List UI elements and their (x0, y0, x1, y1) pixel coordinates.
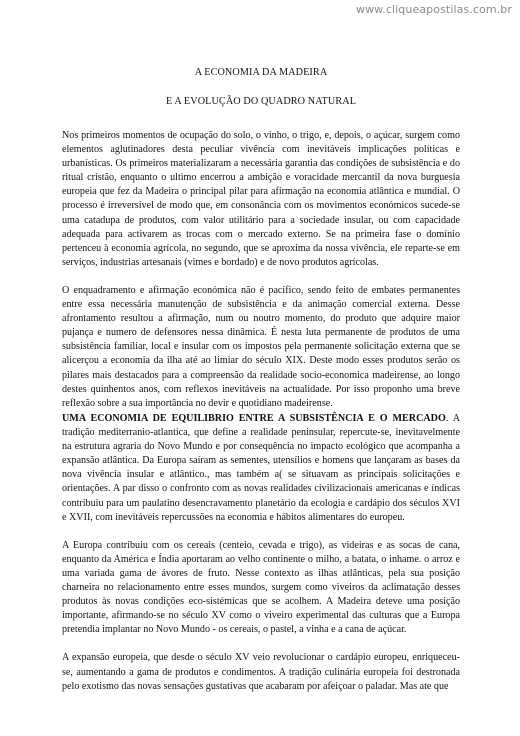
paragraph-1: Nos primeiros momentos de ocupação do solo, o vinho, o trigo, e, depois, o açúcar, surgem como elementos aglutinadores desta peculiar vivência com inevitáveis implicações políticas e urbanísticas. Os primeiros materializaram a necessária garantia das condições de subsistência e do ritual cristão, enquanto o ultimo encerrou a ambição e voracidade mercantil da nova burguesia europeia que fez da Madeira o principal pilar para afirmação na economia atlântica e mundial. O processo é irreversível de modo que, em consonância com os movimentos económicos sucede-se uma catadupa de produtos, com valor utilitário para a sociedade insular, ou com capacidade adequada para activarem as trocas com o mercado externo. Se na primeira fase o domínio pertenceu à economia agrícola, no segundo, que se aproxima da nossa vivência, ele reparte-se em serviços, industrias artesanais (vimes e bordado) e de novo produtos agrícolas. (62, 130, 460, 268)
section-intro-text: . A tradição mediterranio-atlantica, que define a realidade peninsular, repercute-se, inevitavelmente na estrutura agraria do Novo Mundo e por consequência no impacto ecológico que acompanha a expansão atlântica. Da Europa saíram as sementes, utensílios e homens que lançaram as bases da nova vivência insular e atlântico., mas também a( se situavam as principais solicitações e orientações. A par disso o confronto com as novas realidades civilizacionais americanas e índicas contribuiu para um paulatino desencravamento planetário da ecologia e cardápio dos séculos XVI e XVII, com inevitáveis repercussões na economia e hábitos alimentares do europeu. (62, 413, 461, 523)
section-heading: UMA ECONOMIA DE EQUILIBRIO ENTRE A SUBSISTÊNCIA E O MERCADO (62, 413, 446, 424)
paragraph-4: A expansão europeia, que desde o século XV veio revolucionar o cardápio europeu, enriqueceu-se, aumentando a gama de produtos e condimentos. A tradição culinária europeia foi destronada pelo exotismo das novas sensações gustativas que acabaram por afeiçoar o paladar. Mas ate que (62, 652, 460, 692)
equilibrium-section (62, 412, 460, 708)
section-intro-paragraph (62, 412, 460, 525)
document-subtitle: E A EVOLUÇÃO DO QUADRO NATURAL (165, 96, 357, 107)
site-watermark: www.cliqueapostilas.com.br (355, 3, 512, 16)
intro-section (62, 129, 460, 425)
paragraph-2: O enquadramento e afirmação económica não é pacífico, sendo feito de embates permanentes entre essa necessária manutenção de subsistência e da animação comercial externa. Desse afrontamento resultou a afirmação, num ou noutro momento, do produto que adquire maior pujança e numero de defensores nessa dinâmica. É nesta luta permanente de produtos de uma subsistência familiar, local e insular com os impostos pela permanente solicitação externa que se alicerçou a economia da ilha até ao limiar do século XIX. Deste modo esses produtos serão os pilares mais destacados para a compreensão da realidade socio-economica madeirense, ao longo destes quinhentos anos, com reflexos inevitáveis na actualidade. Por isso proponho uma breve reflexão sobre a sua importância no devir e quotidiano madeirense. (62, 284, 460, 409)
document-title: A ECONOMIA DA MADEIRA (194, 67, 328, 78)
paragraph-3: A Europa contribuiu com os cereais (centeio, cevada e trigo), as videiras e as socas de cana, enquanto da América e Índia aportaram ao velho continente o milho, a batata, o inhame. o arroz e uma variada gama de ávores de fruto. Nesse contexto as ilhas atlânticas, pela sua posição charneira no relacionamento entre esses mundos, surgem como viveiros da aclimatação desses produtos às novas condições eco-sistémicas que se acolhem. A Madeira deteve uma posição importante, afirmando-se no século XV como o viveiro experimental das culturas que a Europa pretendia implantar no Novo Mundo - os cereais, o pastel, a vinha e a cana de açúcar. (62, 539, 460, 636)
